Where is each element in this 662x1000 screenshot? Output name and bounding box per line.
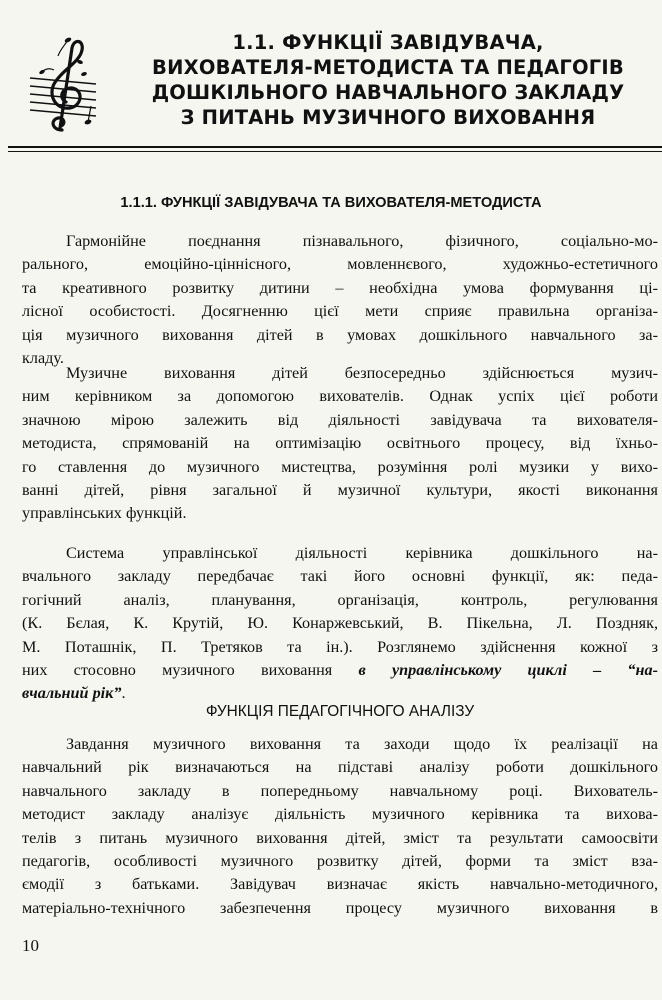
text-line: Система управлінської діяльності керівника дошкільного на- (66, 544, 658, 562)
text-line: матеріально-технічного забезпечення процесу музичного виховання в (22, 898, 658, 917)
header-divider-thin (8, 151, 662, 152)
section-heading: 1.1.1. ФУНКЦІЇ ЗАВІДУВАЧА ТА ВИХОВАТЕЛЯ-МЕТОДИСТА (120, 195, 542, 211)
page-number: 10 (22, 936, 39, 955)
chapter-title-line: ДОШКІЛЬНОГО НАВЧАЛЬНОГО ЗАКЛАДУ (151, 81, 625, 104)
text-line: ванні дітей, рівня загальної й музичної культури, якості виконання (22, 480, 658, 499)
text-line (22, 659, 658, 682)
text-run: них стосовно музичного виховання (22, 660, 359, 679)
paragraph-2 (22, 362, 658, 526)
text-line: методиста, спрямованій на оптимізацію освітнього процесу, від їхньо- (22, 434, 658, 453)
treble-clef-icon (28, 34, 108, 134)
chapter-title-line: 1.1. ФУНКЦІЇ ЗАВІДУВАЧА, (232, 31, 544, 54)
text-line: педагогів, особливості музичного розвитку дітей, форми та зміст вза- (22, 851, 658, 870)
paragraph-1 (22, 230, 658, 370)
text-line: управлінських функцій. (22, 504, 187, 523)
text-line: рального, емоційно-ціннісного, мовленнєвого, художньо-естетичного (22, 255, 658, 274)
emphasis-text: в управлінському циклі – “на- (358, 660, 658, 679)
text-line: гогічний аналіз, планування, організація, контроль, регулювання (22, 590, 658, 609)
paragraph-3 (22, 542, 658, 706)
text-line: навчального закладу в попередньому навчальному році. Вихователь- (22, 781, 658, 800)
chapter-title (118, 30, 658, 130)
text-line: М. Поташнік, П. Третяков та ін.). Розглянемо здійснення кожної з (22, 637, 658, 656)
text-line: кладу. (22, 348, 64, 367)
text-line: лісної особистості. Досягненню цієї мети сприяє правильна організа- (22, 302, 658, 321)
emphasis-text: вчальний рік” (22, 684, 122, 703)
text-line: навчальний рік визначаються на підставі аналізу роботи дошкільного (22, 758, 658, 777)
text-line: Завдання музичного виховання та заходи щодо їх реалізації на (66, 735, 658, 753)
paragraph-4 (22, 733, 658, 920)
text-line: та креативного розвитку дитини – необхідна умова формування ці- (22, 278, 658, 297)
text-line: вчального закладу передбачає такі його основні функції, як: педа- (22, 567, 658, 586)
text-line: Музичне виховання дітей безпосередньо здійснюється музич- (66, 364, 658, 382)
text-line: значною мірою залежить від діяльності завідувача та вихователя- (22, 410, 658, 429)
text-line: го ставлення до музичного мистецтва, розуміння ролі музики у вихо- (22, 457, 658, 476)
text-line: телів з питань музичного виховання дітей, зміст та результати самоосвіти (22, 828, 658, 847)
text-line: ція музичного виховання дітей в умовах дошкільного навчального за- (22, 325, 658, 344)
text-line: методист закладу аналізує діяльність музичного керівника та вихова- (22, 805, 658, 824)
text-line: (К. Бєлая, К. Крутій, Ю. Конаржевський, В. Пікельна, Л. Поздняк, (22, 614, 658, 633)
subsection-heading: ФУНКЦІЯ ПЕДАГОГІЧНОГО АНАЛІЗУ (205, 703, 475, 720)
chapter-title-line: ВИХОВАТЕЛЯ-МЕТОДИСТА ТА ПЕДАГОГІВ (152, 56, 624, 79)
chapter-title-line: З ПИТАНЬ МУЗИЧНОГО ВИХОВАННЯ (180, 106, 596, 129)
text-line: Гармонійне поєднання пізнавального, фізичного, соціально-мо- (66, 232, 658, 250)
text-line: ємодії з батьками. Завідувач визначає якість навчально-методичного, (22, 875, 658, 894)
header-divider-thick (8, 146, 662, 148)
text-line: ним керівником за допомогою вихователів. Однак успіх цієї роботи (22, 387, 658, 406)
text-run: . (121, 684, 126, 703)
